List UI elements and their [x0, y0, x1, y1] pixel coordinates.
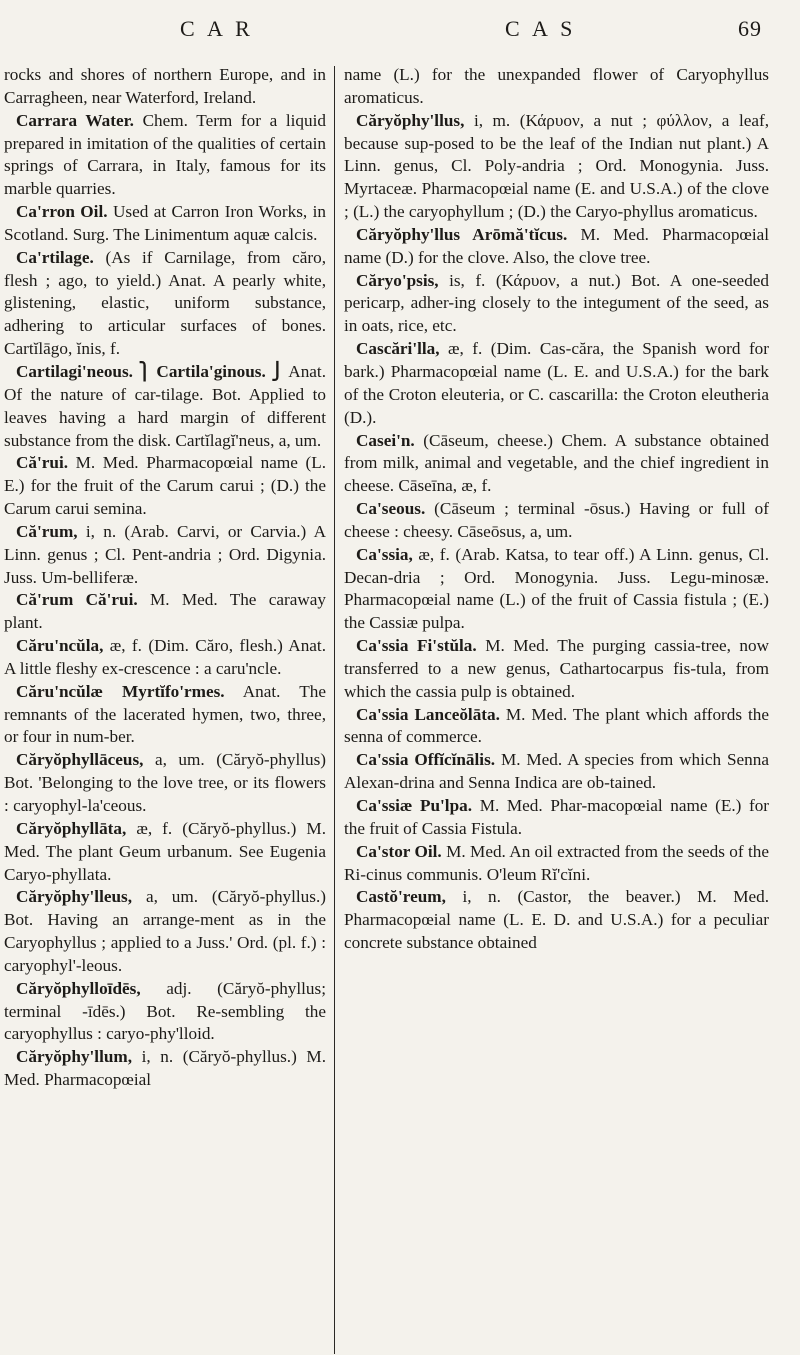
entry-definition: æ, f. (Dim. Cas-căra, the Spanish word for bark.) Pharmacopœial name (L. E. and U.S.A.) for the bark of the Croton eleuteria, or C. cascarilla: the Croton eleutheria (D.). — [344, 339, 769, 427]
entry-headword: Ca'stor Oil. — [356, 841, 442, 861]
entry-headword: Căru'ncŭlæ Myrtĭfo'rmes. — [16, 681, 225, 701]
entry-headword: Ca'ssia, — [356, 544, 413, 564]
dictionary-entry — [344, 841, 769, 887]
entry-definition: M. Med. The purging cassia-tree, now transferred to a new genus, Cathartocarpus fis-tula, from which the cassia pulp is obtained. — [344, 636, 769, 701]
entry-definition: adj. (Căryŏ-phyllus; terminal -īdēs.) Bot. Re-sembling the caryophyllus : caryo-phy'lloid. — [4, 978, 326, 1044]
dictionary-entry — [344, 430, 769, 499]
entry-headword: Căryŏphyllāta, — [16, 818, 127, 838]
entry-headword: Căryŏphy'llus, — [356, 110, 465, 130]
dictionary-entry — [344, 338, 769, 429]
entry-definition: M. Med. The plant which affords the senna of commerce. — [344, 704, 769, 747]
entry-definition: M. Med. Phar-macopœial name (E.) for the fruit of Cassia Fistula. — [344, 796, 770, 838]
entry-headword: Că'rui. — [16, 453, 69, 473]
entry-definition: M. Med. An oil extracted from the seeds of the Ri-cinus communis. O'leum Rĭ'cĭni. — [344, 841, 770, 884]
entry-headword: Ca'seous. — [356, 499, 426, 519]
entry-definition: æ, f. (Dim. Căro, flesh.) Anat. A little fleshy ex-crescence : a caru'ncle. — [4, 636, 326, 678]
entry-definition: (Cāseum, cheese.) Chem. A substance obtained from milk, animal and vegetable, and the chief ingredient in cheese. Cāseīna, æ, f. — [344, 430, 769, 496]
entry-definition: i, n. (Căryŏ-phyllus.) M. Med. Pharmacopœial — [4, 1047, 326, 1090]
entry-definition: (As if Carnilage, from căro, flesh ; ago, to yield.) Anat. A pearly white, glistening, elastic, uniform substance, adhering to articular surfaces of bones. Cartĭlāgo, ĭnis, f. — [4, 247, 326, 359]
entry-headword: Căryŏphylloīdēs, — [16, 978, 141, 998]
entry-headword: Ca'rtilage. — [16, 247, 94, 267]
entry-headword: Castŏ'reum, — [356, 887, 446, 907]
entry-headword: Ca'ssia Fi'stŭla. — [356, 636, 477, 656]
dictionary-entry — [4, 635, 326, 681]
dictionary-entry — [4, 64, 326, 110]
entry-headword: Ca'ssia Lanceŏlāta. — [356, 704, 500, 724]
entry-headword: Ca'rron Oil. — [16, 202, 108, 222]
running-head-right: C A S — [505, 16, 577, 41]
entry-definition: a, um. (Căryŏ-phyllus) Bot. 'Belonging to the love tree, or its flowers : caryophyl-la'ceous. — [4, 750, 326, 815]
left-column — [0, 64, 326, 1092]
entry-headword: Carrara Water. — [16, 110, 134, 130]
entry-definition: Anat. Of the nature of car-tilage. Bot. Applied to leaves having a hard margin of different substance from the disk. Cartĭlagĭ'neus, a, um. — [4, 361, 326, 450]
entry-headword: Căryŏphy'llus Arōmă'tĭcus. — [356, 224, 568, 244]
entry-headword: Că'rum Că'rui. — [16, 590, 138, 610]
running-head-left: C A R — [180, 16, 254, 41]
dictionary-entry — [344, 749, 769, 795]
entry-definition: (Cāseum ; terminal -ōsus.) Having or full of cheese : cheesy. Cāseōsus, a, um. — [344, 499, 769, 541]
column-divider — [334, 66, 335, 1354]
page-number: 69 — [738, 16, 762, 41]
entry-headword: Cascări'lla, — [356, 339, 440, 359]
entry-headword: Căryŏphyllāceus, — [16, 750, 144, 770]
entry-definition: i, m. (Κάρυον, a nut ; φύλλον, a leaf, because sup-posed to be the leaf of the Indian nut plant.) A Linn. genus, Cl. Poly-andria ; Ord. Monogynia. Juss. Myrtaceæ. Pharmacopœial name (E. and U.S.A.) of the clove ; (L.) the caryophyllum ; (D.) the Caryo-phyllus aromaticus. — [344, 110, 770, 222]
dictionary-entry — [344, 886, 769, 955]
dictionary-entry — [4, 681, 326, 750]
entry-headword: Căru'ncŭla, — [16, 636, 104, 656]
entry-definition: æ, f. (Căryŏ-phyllus.) M. Med. The plant Geum urbanum. See Eugenia Caryo-phyllata. — [4, 818, 326, 884]
entry-definition: æ, f. (Arab. Katsa, to tear off.) A Linn. genus, Cl. Decan-dria ; Ord. Monogynia. Juss. Legu-minosæ. Pharmacopœial name (L.) of the fruit of Cassia fistula ; (E.) the Cassiæ pulpa. — [344, 544, 770, 633]
dictionary-entry — [4, 818, 326, 887]
dictionary-entry — [4, 589, 326, 635]
dictionary-entry — [4, 886, 326, 977]
dictionary-entry — [4, 749, 326, 818]
dictionary-entry — [4, 1046, 326, 1092]
dictionary-entry — [4, 201, 326, 247]
entry-definition: name (L.) for the unexpanded flower of Caryophyllus aromaticus. — [344, 65, 769, 107]
entry-headword: Casei'n. — [356, 430, 415, 450]
entry-definition: rocks and shores of northern Europe, and in Carragheen, near Waterford, Ireland. — [4, 65, 326, 107]
entry-definition: M. Med. The caraway plant. — [4, 590, 326, 633]
entry-definition: M. Med. Pharmacopœial name (L. E.) for the fruit of the Carum carui ; (D.) the Carum carui semina. — [4, 453, 326, 519]
dictionary-entry — [344, 795, 769, 841]
entry-headword: Căryŏphy'llum, — [16, 1047, 133, 1067]
entry-definition: Chem. Term for a liquid prepared in imitation of the qualities of certain springs of Carrara, in Italy, famous for its marble quarries. — [4, 110, 326, 199]
right-column — [344, 64, 769, 955]
entry-headword: Că'rum, — [16, 521, 78, 541]
entry-definition: is, f. (Κάρυον, a nut.) Bot. A one-seeded pericarp, adher-ing closely to the integument of the seed, as in oats, rice, etc. — [344, 270, 770, 336]
page-header — [0, 0, 800, 60]
entry-definition: M. Med. Pharmacopœial name (D.) for the clove. Also, the clove tree. — [344, 224, 770, 267]
entry-headword: Ca'ssia Offĭcĭnālis. — [356, 750, 496, 770]
dictionary-entry — [344, 544, 769, 635]
entry-headword: Căryo'psis, — [356, 270, 439, 290]
dictionary-entry — [344, 110, 769, 224]
entry-definition: a, um. (Căryŏ-phyllus.) Bot. Having an arrange-ment as in the Caryophyllus ; applied to a Juss.' Ord. (pl. f.) : caryophyl'-leous. — [4, 887, 326, 975]
entry-headword: Cartilagi'neous. ⎫ Cartila'ginous. ⎭ — [16, 361, 284, 381]
entry-definition: i, n. (Castor, the beaver.) M. Med. Pharmacopœial name (L. E. D. and U.S.A.) for a peculiar concrete substance obtained — [344, 887, 770, 953]
dictionary-entry — [4, 452, 326, 521]
dictionary-entry — [4, 247, 326, 361]
dictionary-entry — [4, 521, 326, 590]
dictionary-entry — [344, 498, 769, 544]
entry-definition: Anat. The remnants of the lacerated hymen, two, three, or four in num-ber. — [4, 681, 326, 747]
dictionary-entry — [344, 635, 769, 704]
entry-definition: M. Med. A species from which Senna Alexan-drina and Senna Indica are ob-tained. — [344, 750, 770, 793]
dictionary-entry — [4, 361, 326, 452]
entry-definition: i, n. (Arab. Carvi, or Carvia.) A Linn. genus ; Cl. Pent-andria ; Ord. Digynia. Juss. Um-belliferæ. — [4, 521, 326, 587]
entry-headword: Ca'ssiæ Pu'lpa. — [356, 796, 473, 815]
entry-definition: Used at Carron Iron Works, in Scotland. Surg. The Linimentum aquæ calcis. — [4, 202, 326, 244]
dictionary-entry — [4, 110, 326, 201]
dictionary-entry — [344, 270, 769, 339]
dictionary-entry — [4, 978, 326, 1047]
dictionary-entry — [344, 224, 769, 270]
dictionary-entry — [344, 64, 769, 110]
entry-headword: Căryŏphy'lleus, — [16, 887, 133, 907]
dictionary-entry — [344, 704, 769, 750]
